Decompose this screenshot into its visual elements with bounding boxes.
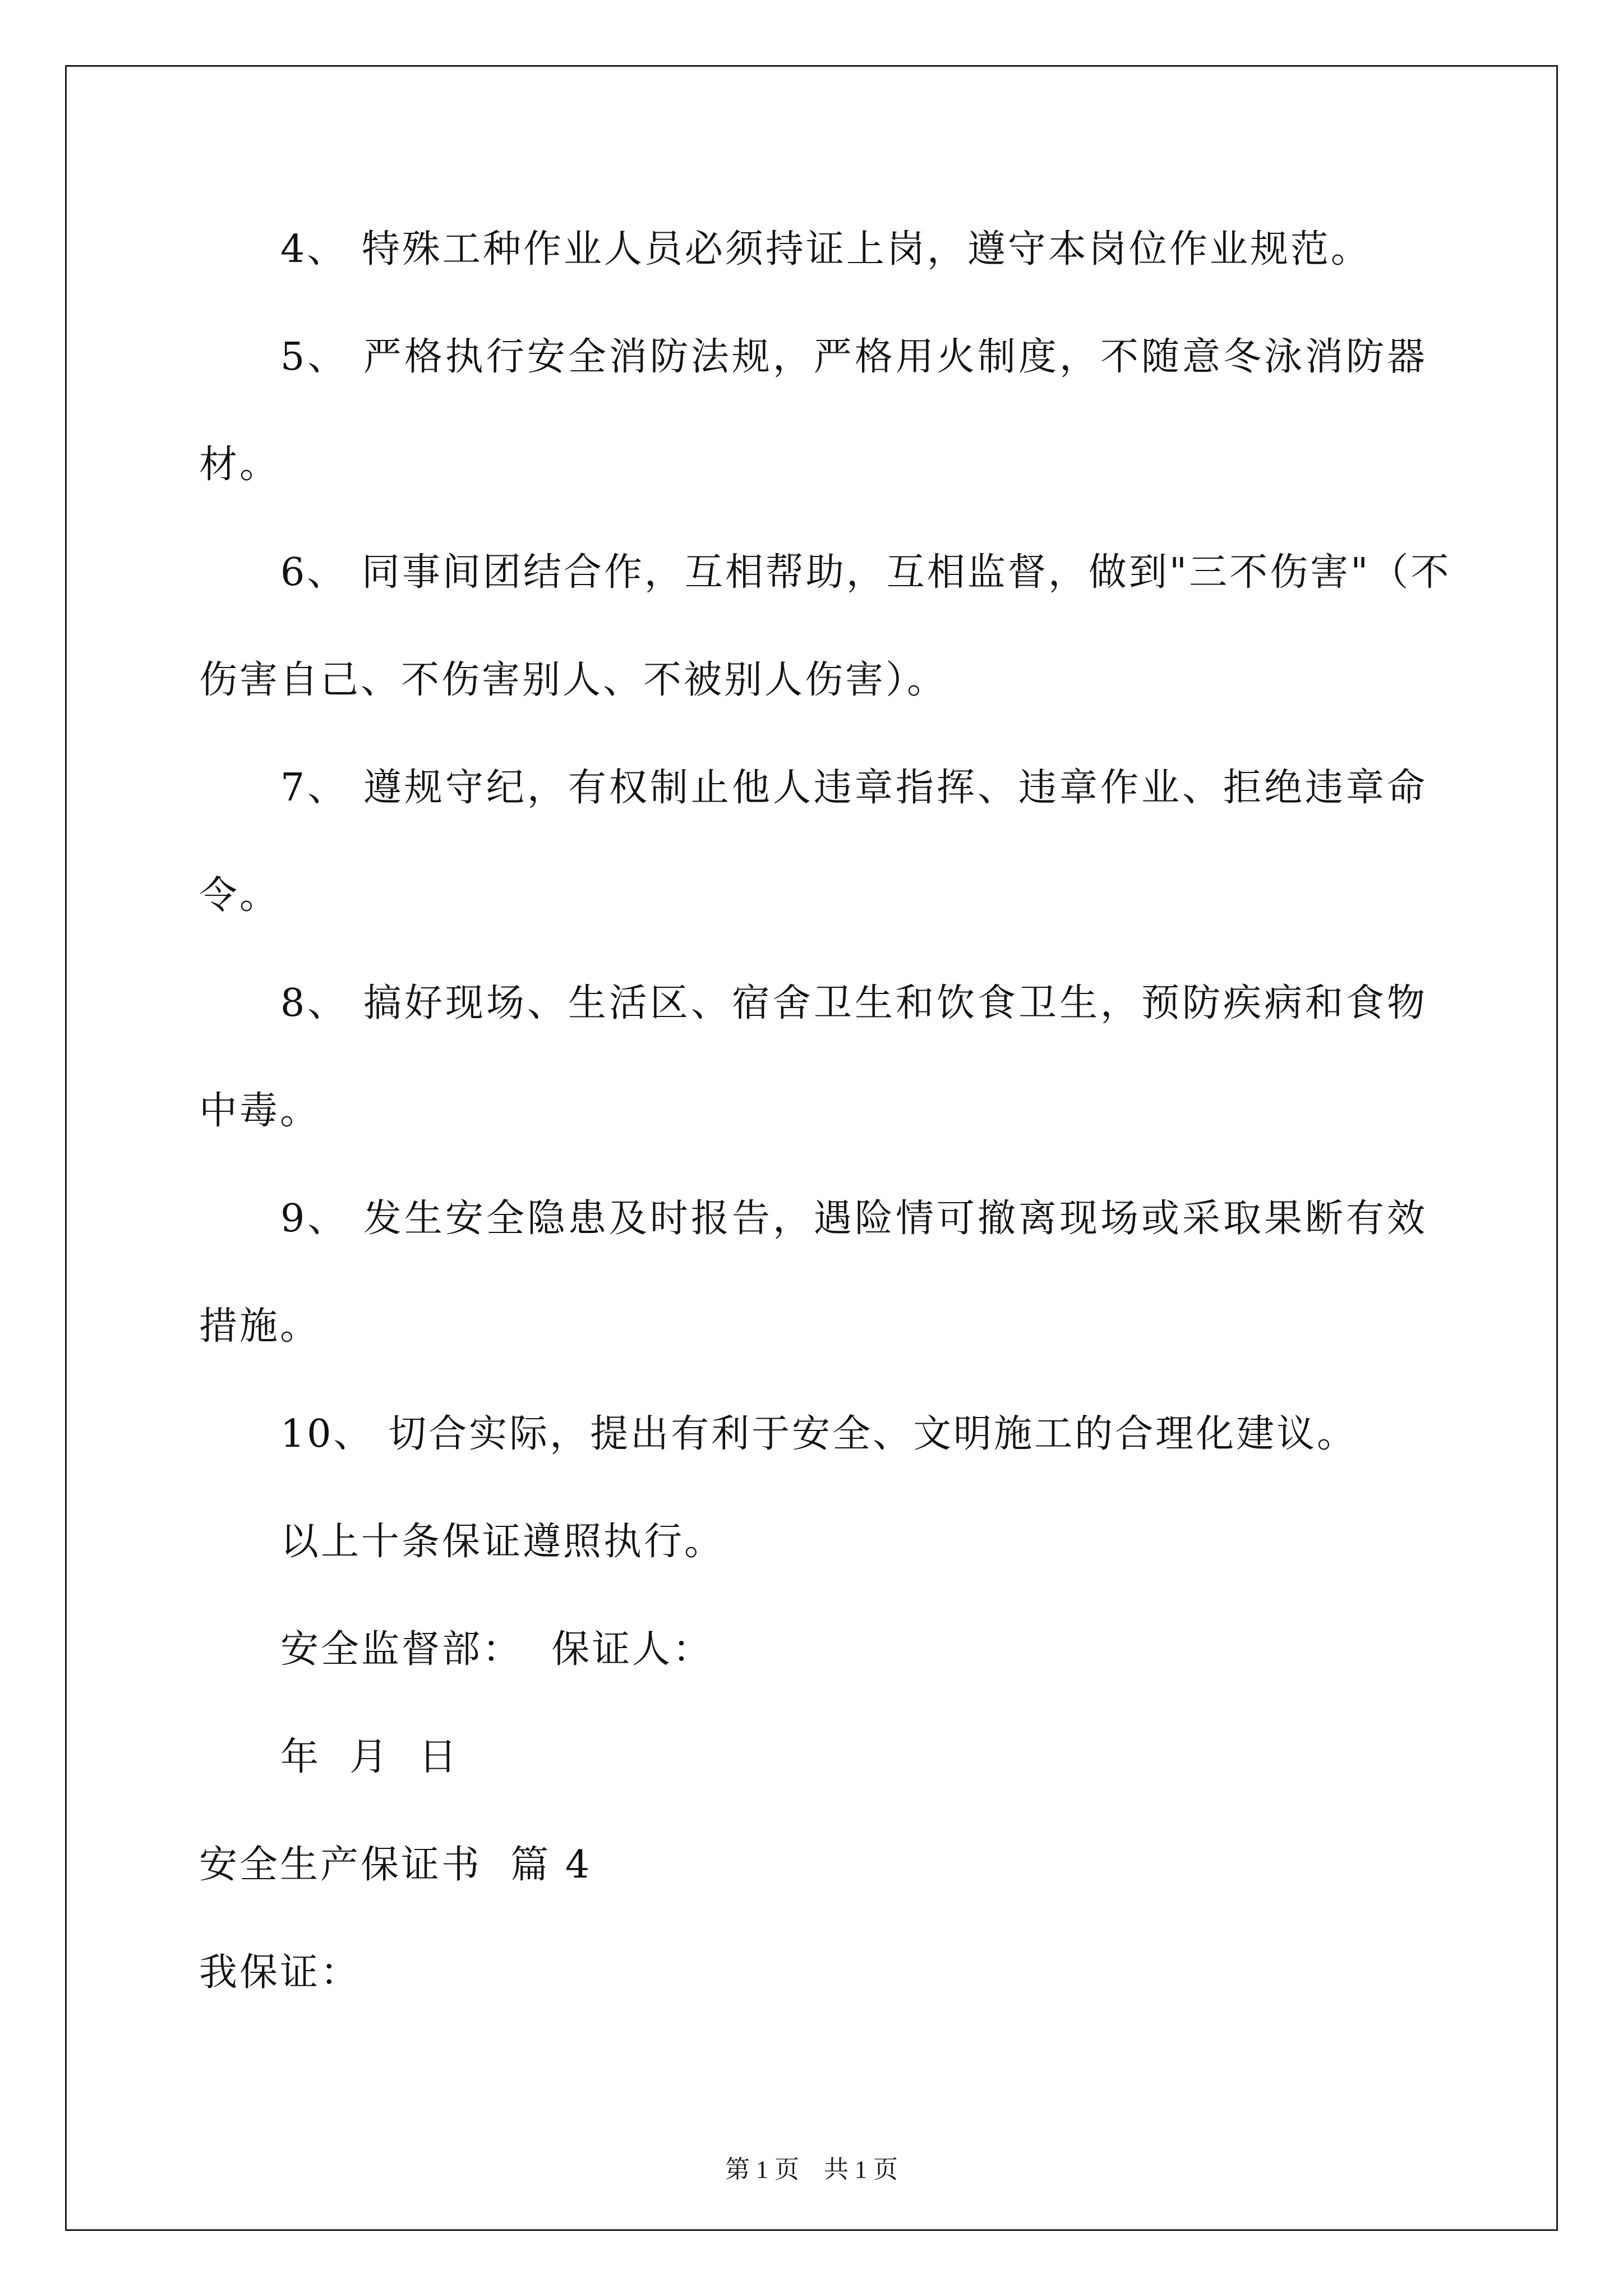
- clause-4-line-1: 4、 特殊工种作业人员必须持证上岗，遵守本岗位作业规范。: [280, 227, 1371, 272]
- clause-9-line-1: 9、 发生安全隐患及时报告，遇险情可撤离现场或采取果断有效: [280, 1197, 1427, 1241]
- page-frame: [65, 65, 1558, 2231]
- clause-8-line-2: 中毒。: [199, 1089, 321, 1133]
- clause-7-line-2: 令。: [199, 873, 280, 918]
- clause-5-line-2: 材。: [199, 443, 280, 487]
- closing-statement: 以上十条保证遵照执行。: [280, 1520, 725, 1564]
- clause-9-line-2: 措施。: [199, 1304, 321, 1349]
- page-footer: 第 1 页 共 1 页: [725, 2156, 898, 2183]
- clause-10-line-1: 10、 切合实际，提出有利于安全、文明施工的合理化建议。: [280, 1412, 1358, 1456]
- clause-7-line-1: 7、 遵规守纪，有权制止他人违章指挥、违章作业、拒绝违章命: [280, 766, 1427, 810]
- clause-6-line-1: 6、 同事间团结合作，互相帮助，互相监督，做到"三不伤害"（不: [280, 550, 1451, 595]
- clause-6-line-2: 伤害自己、不伤害别人、不被别人伤害）。: [199, 658, 948, 702]
- signature-line: 安全监督部： 保证人：: [280, 1627, 713, 1672]
- clause-5-line-1: 5、 严格执行安全消防法规，严格用火制度，不随意冬泳消防器: [280, 335, 1427, 379]
- pledge-intro: 我保证：: [199, 1950, 361, 1995]
- clause-8-line-1: 8、 搞好现场、生活区、宿舍卫生和饮食卫生，预防疾病和食物: [280, 981, 1427, 1025]
- date-line: 年 月 日: [280, 1735, 459, 1779]
- section-heading: 安全生产保证书 篇 4: [199, 1843, 592, 1887]
